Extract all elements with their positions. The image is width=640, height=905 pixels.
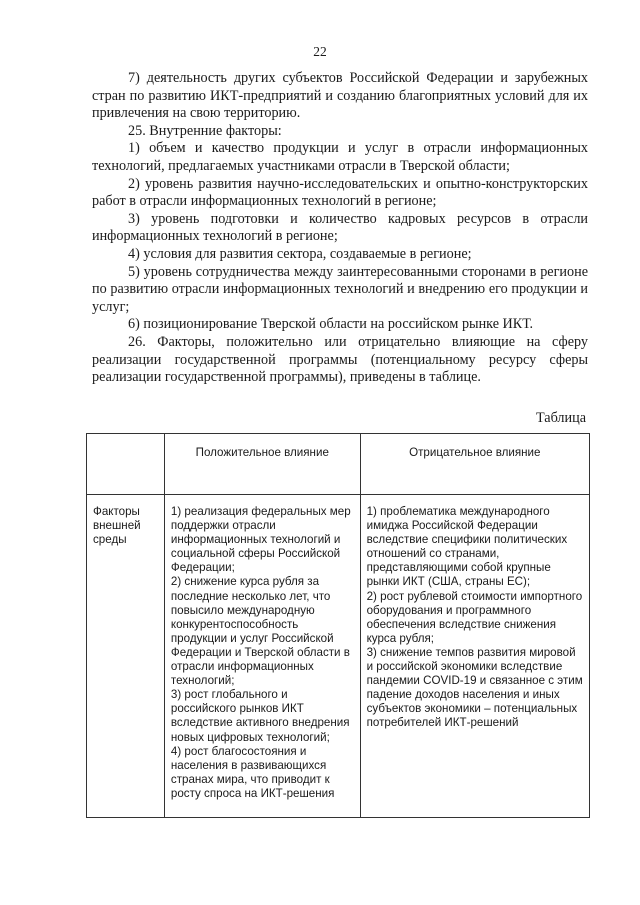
paragraph: 26. Факторы, положительно или отрицательно влияющие на сферу реализации государственной программы (потенциальному ресурсу сферы реализации государственной программы), приведены в таблице. [92, 333, 588, 386]
table-header-row [87, 434, 590, 495]
paragraph: 3) уровень подготовки и количество кадровых ресурсов в отрасли информационных технологий в регионе; [92, 210, 588, 245]
row-label-external-factors: Факторы внешней среды [87, 495, 165, 818]
negative-item: 1) проблематика международного имиджа Российской Федерации вследствие специфики политических отношений со странами, представляющими собой крупные рынки ИКТ (США, страны ЕС); [366, 505, 568, 589]
table-row [87, 495, 590, 818]
factors-table [86, 433, 590, 818]
paragraph: 25. Внутренние факторы: [128, 122, 282, 139]
positive-item: 2) снижение курса рубля за последние несколько лет, что повысило международную конкурентоспособность продукции и услуг Российской Федерации и Тверской области в отрасли информационных технологий; [170, 575, 350, 688]
body-text [92, 70, 588, 387]
paragraph: 2) уровень развития научно-исследовательских и опытно-конструкторских работ в отрасли информационных технологий в регионе; [92, 175, 588, 210]
paragraph: 5) уровень сотрудничества между заинтересованными сторонами в регионе по развитию отрасли информационных технологий и внедрению его продукции и услуг; [92, 263, 588, 315]
negative-item: 2) рост рублевой стоимости импортного оборудования и программного обеспечения вследствие снижения курса рубля; [366, 589, 583, 645]
positive-item: 4) рост благосостояния и населения в развивающихся странах мира, что приводит к росту спроса на ИКТ-решения [170, 744, 335, 800]
page-number: 22 [313, 44, 327, 59]
paragraph: 1) объем и качество продукции и услуг в отрасли информационных технологий, предлагаемых участниками отрасли в Тверской области; [92, 140, 588, 174]
paragraph: 4) условия для развития сектора, создаваемые в регионе; [128, 245, 472, 262]
table-header-positive: Положительное влияние [164, 434, 360, 495]
positive-item: 3) рост глобального и российского рынков ИКТ вследствие активного внедрения новых цифровых технологий; [170, 688, 350, 744]
negative-item: 3) снижение темпов развития мировой и российской экономики вследствие пандемии COVID-19 и связанное с этим падение доходов населения и иных субъектов экономики – потенциальных потребителей ИКТ-решений [366, 645, 583, 730]
table-caption: Таблица [535, 410, 586, 426]
positive-item: 1) реализация федеральных мер поддержки отрасли информационных технологий и социальной сферы Российской Федерации; [170, 505, 351, 575]
table-header-empty [87, 434, 165, 495]
paragraph: 7) деятельность других субъектов Российской Федерации и зарубежных стран по развитию ИКТ-предприятий и созданию благоприятных условий для их привлечения на свою территорию. [92, 70, 588, 122]
table-header-negative: Отрицательное влияние [360, 434, 589, 495]
paragraph: 6) позиционирование Тверской области на российском рынке ИКТ. [128, 316, 534, 333]
negative-influence-cell [360, 495, 589, 818]
positive-influence-cell [164, 495, 360, 818]
